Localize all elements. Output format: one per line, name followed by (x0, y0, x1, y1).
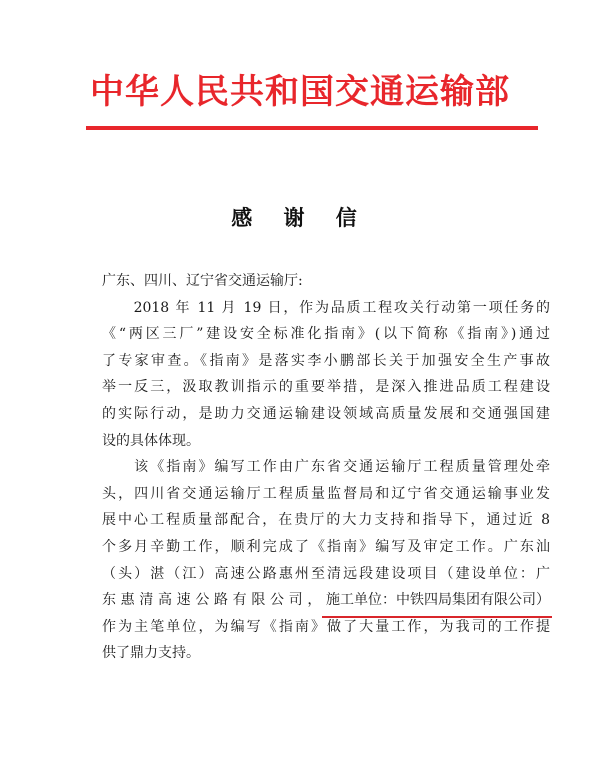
paragraph-line: 展中心工程质量部配合，在贵厅的大力支持和指导下，通过近 8 (102, 512, 550, 529)
paragraph-line: 作为主笔单位，为编写《指南》做了大量工作，为我司的工作提 (102, 618, 550, 635)
paragraph-line-with-highlight (102, 587, 550, 614)
paragraph-line: 了专家审查。《指南》是落实李小鹏部长关于加强安全生产事故 (102, 352, 550, 369)
paragraph-line: 设的具体体现。 (102, 432, 200, 449)
letterhead-title: 中华人民共和国交通运输部 (90, 72, 510, 112)
paragraph-line: 《“两区三厂”建设安全标准化指南》(以下简称《指南》)通过 (102, 326, 550, 343)
paragraph-line: 举一反三，汲取教训指示的重要举措，是深入推进品质工程建设 (102, 379, 550, 396)
paragraph-line: 个多月辛勤工作，顺利完成了《指南》编写及审定工作。广东汕 (102, 538, 550, 555)
paragraph-line-text: 东惠清高速公路有限公司， (102, 592, 326, 609)
paragraph-line: 2018 年 11 月 19 日，作为品质工程攻关行动第一项任务的 (102, 299, 550, 316)
paragraph-2 (102, 454, 550, 667)
highlighted-contractor: 施工单位：中铁四局集团有限公司） (326, 587, 550, 614)
paragraph-line: 该《指南》编写工作由广东省交通运输厅工程质量管理处牵 (102, 459, 550, 476)
paragraph-line: 头，四川省交通运输厅工程质量监督局和辽宁省交通运输事业发 (102, 485, 550, 502)
letter-title: 感 谢 信 (231, 205, 369, 230)
letterhead-red-rule (86, 126, 538, 130)
salutation: 广东、四川、辽宁省交通运输厅: (102, 273, 303, 289)
paragraph-line: 供了鼎力支持。 (102, 645, 200, 662)
paragraph-line: （头）湛（江）高速公路惠州至清远段建设项目（建设单位：广 (102, 565, 550, 582)
paragraph-1 (102, 295, 550, 455)
letter-body (102, 268, 550, 667)
paragraph-line: 的实际行动，是助力交通运输建设领域高质量发展和交通强国建 (102, 405, 550, 422)
